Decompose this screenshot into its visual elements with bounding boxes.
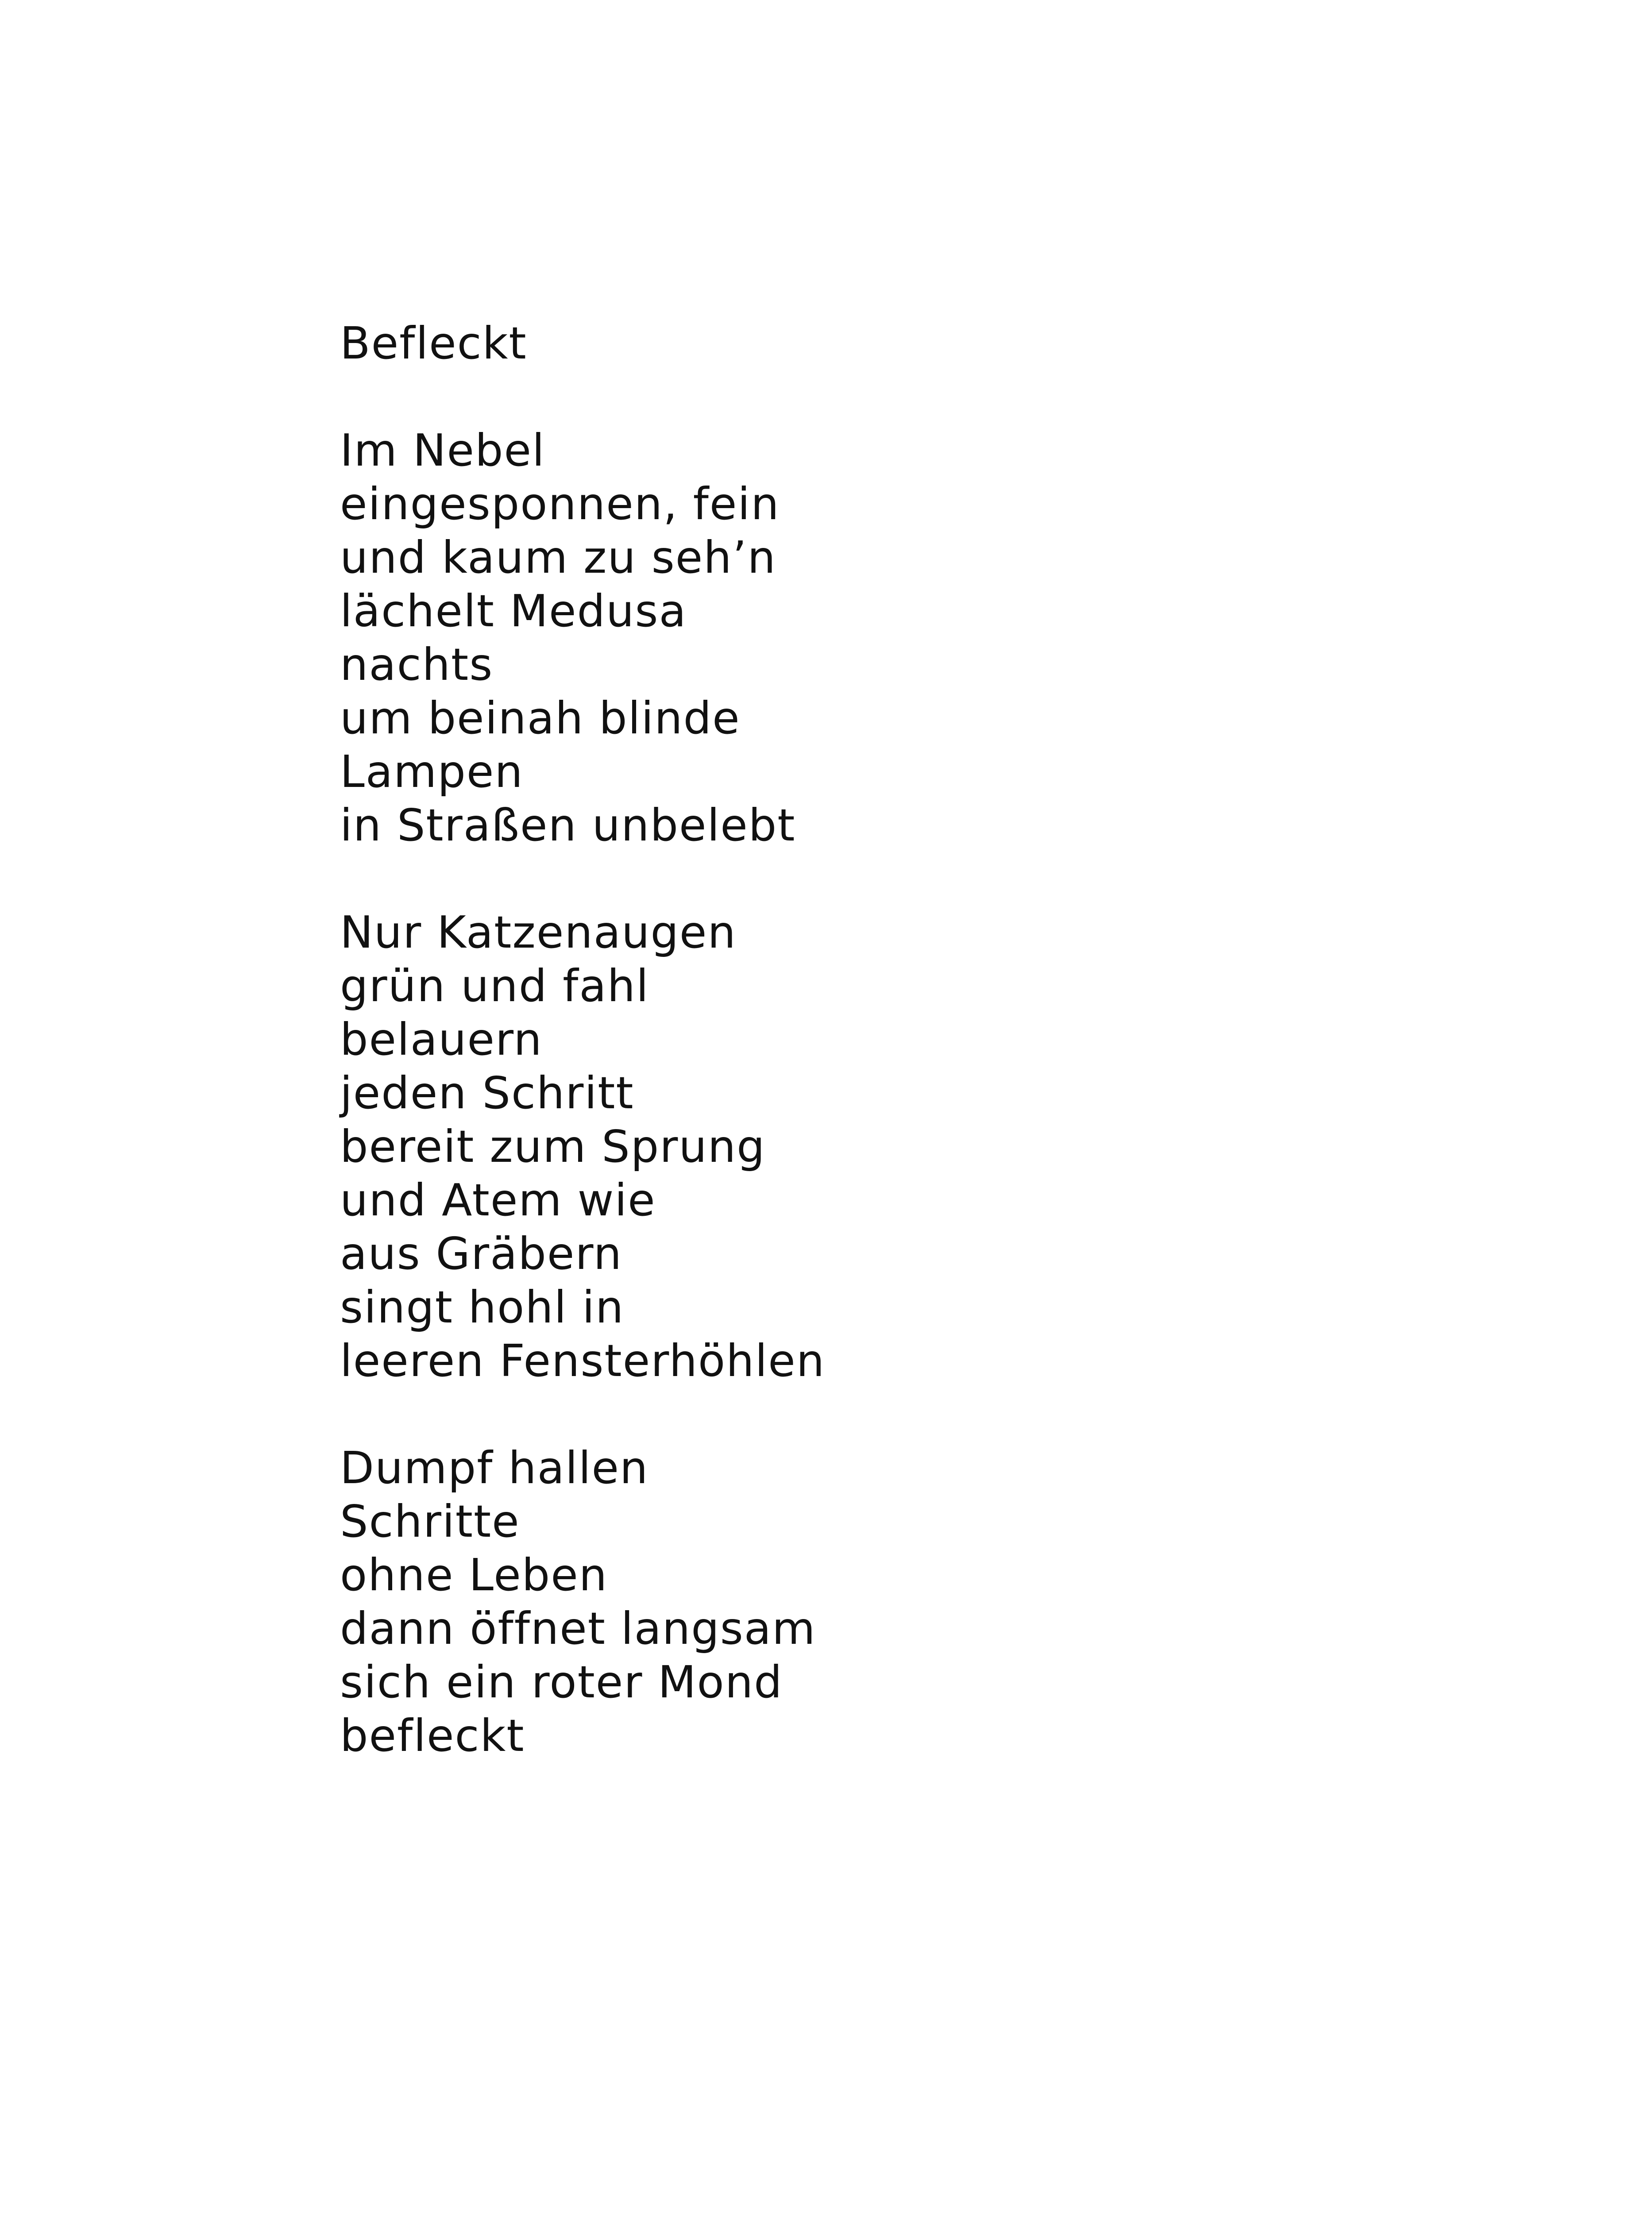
poem-title: Befleckt	[340, 317, 527, 369]
poem-line: Im Nebel	[340, 424, 545, 476]
poem-line: belauern	[340, 1014, 543, 1065]
poem-line: lächelt Medusa	[340, 585, 687, 637]
poem-line: Schritte	[340, 1496, 520, 1547]
poem-line: bereit zum Sprung	[340, 1121, 766, 1172]
poem-line: dann öffnet langsam	[340, 1603, 816, 1654]
poem	[340, 316, 1402, 1762]
stanza-2	[340, 906, 1402, 1388]
stanza-3	[340, 1441, 1402, 1762]
poem-line: um beinah blinde	[340, 692, 741, 744]
poem-line: in Straßen unbelebt	[340, 799, 796, 851]
poem-line: und Atem wie	[340, 1174, 656, 1226]
poem-line: aus Gräbern	[340, 1228, 623, 1280]
poem-line: nachts	[340, 639, 494, 690]
poem-line: leeren Fensterhöhlen	[340, 1335, 826, 1387]
stanza-1	[340, 424, 1402, 852]
poem-line: sich ein roter Mond	[340, 1656, 783, 1708]
poem-line: befleckt	[340, 1710, 525, 1762]
poem-line: grün und fahl	[340, 960, 649, 1012]
poem-line: Dumpf hallen	[340, 1442, 649, 1494]
poem-line: und kaum zu seh’n	[340, 532, 776, 583]
poem-line: ohne Leben	[340, 1549, 608, 1601]
poem-line: singt hohl in	[340, 1281, 625, 1333]
poem-line: eingesponnen, fein	[340, 478, 780, 530]
poem-line: Lampen	[340, 746, 524, 798]
poem-line: jeden Schritt	[340, 1067, 634, 1119]
poem-line: Nur Katzenaugen	[340, 906, 737, 958]
